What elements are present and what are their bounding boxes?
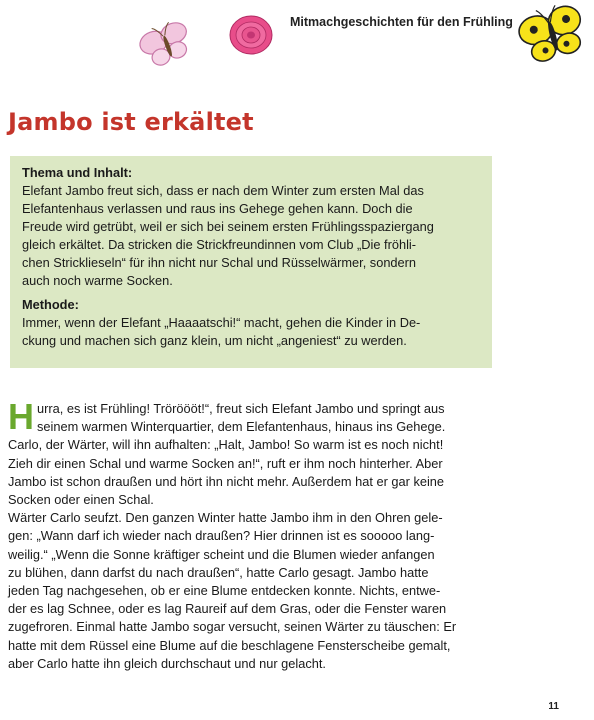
theme-heading: Thema und Inhalt: [22, 165, 133, 180]
theme-line: auch noch warme Socken. [22, 273, 173, 288]
pink-butterfly-icon [138, 22, 198, 72]
page-number: 11 [548, 701, 559, 712]
story-line: gen: „Wann darf ich wieder nach draußen? Hier drinnen ist es sooooo lang- [8, 528, 435, 544]
story-line: Jambo ist schon draußen und hört ihn nicht mehr. Außerdem hat er gar keine [8, 473, 445, 489]
story-line: Carlo, der Wärter, will ihn aufhalten: „Halt, Jambo! So warm ist es noch nicht! [8, 437, 444, 453]
story-text [8, 396, 484, 673]
story-line: zugefroren. Einmal hatte Jambo sogar versucht, seinen Wärter zu täuschen: Er [8, 619, 457, 635]
story-line: seinem warmen Winterquartier, dem Elefantenhaus, hinaus ins Gehege. [37, 419, 446, 435]
theme-line: gleich erkältet. Da stricken die Strickfreundinnen vom Club „Die fröhli- [22, 237, 417, 252]
story-line: jeden Tag nachgesehen, ob er eine Blume entdecken konnte. Nichts, entwe- [8, 583, 441, 599]
story-line: der es lag Schnee, oder es lag Raureif auf dem Gras, oder die Fenster waren [8, 601, 447, 617]
theme-line: Freude wird getrübt, weil er sich bei seinem ersten Frühlingsspaziergang [22, 219, 434, 234]
story-line: aber Carlo hatte ihn gleich durchschaut und nur gelacht. [8, 655, 326, 671]
theme-line: Elefant Jambo freut sich, dass er nach dem Winter zum ersten Mal das [22, 183, 424, 198]
story-line: Socken oder einen Schal. [8, 492, 154, 508]
story-line: Wärter Carlo seufzt. Den ganzen Winter hatte Jambo ihm in den Ohren gele- [8, 510, 443, 526]
story-title: Jambo ist erkältet [8, 108, 254, 136]
story-line: Zieh dir einen Schal und warme Socken an!“, ruft er ihm noch hinterher. Aber [8, 455, 443, 471]
yellow-butterfly-icon [518, 4, 588, 68]
theme-box [10, 156, 492, 368]
theme-line: Elefantenhaus verlassen und raus ins Gehege gehen kann. Doch die [22, 201, 413, 216]
story-line: urra, es ist Frühling! Tröröööt!“, freut sich Elefant Jambo und springt aus [37, 401, 445, 416]
drop-cap: H [8, 396, 34, 437]
story-line: hatte mit dem Rüssel eine Blume auf die beschlagene Fensterscheibe gemalt, [8, 637, 451, 653]
method-line: ckung und machen sich ganz klein, um nicht „angeniest“ zu werden. [22, 333, 407, 348]
running-header: Mitmachgeschichten für den Frühling [290, 15, 513, 29]
method-heading: Methode: [22, 297, 79, 312]
theme-line: chen Stricklieseln“ für ihn nicht nur Schal und Rüsselwärmer, sondern [22, 255, 417, 270]
story-line: weilig.“ „Wenn die Sonne kräftiger scheint und die Blumen wieder anfangen [8, 546, 435, 562]
pink-flower-icon [228, 14, 274, 56]
method-line: Immer, wenn der Elefant „Haaaatschi!“ macht, gehen die Kinder in De- [22, 315, 421, 330]
story-line: zu blühen, dann darfst du nach draußen“, hatte Carlo gesagt. Jambo hatte [8, 564, 429, 580]
